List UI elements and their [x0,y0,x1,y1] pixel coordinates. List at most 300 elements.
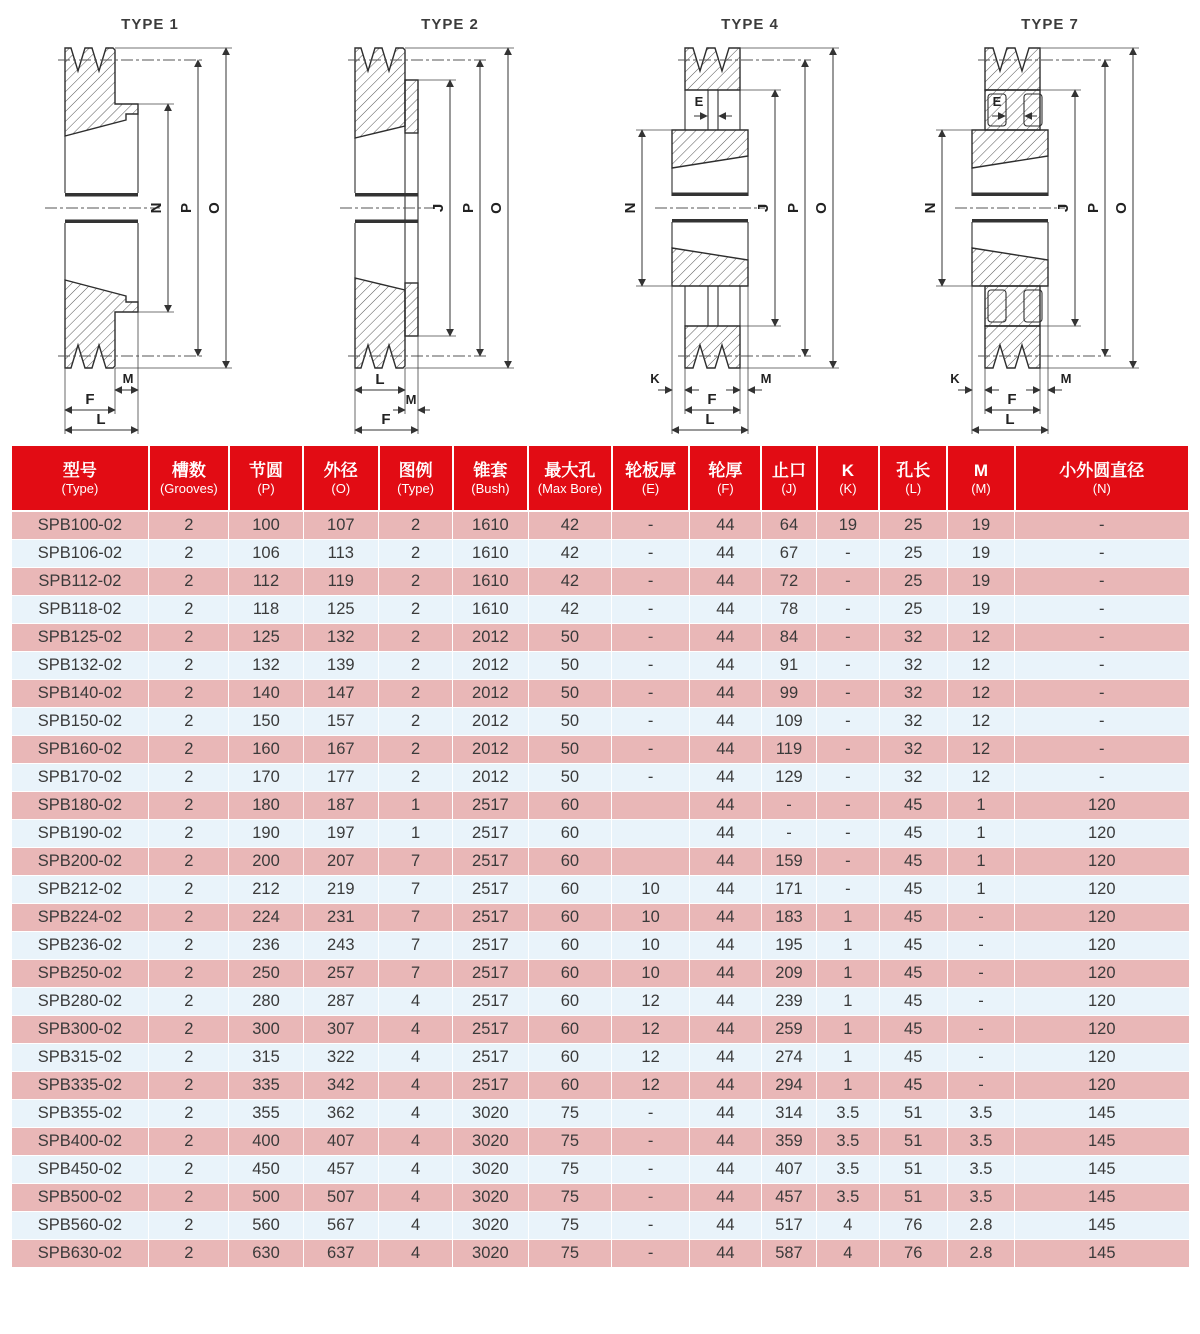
dim-label-o: O [488,202,505,214]
column-header-en: (M) [971,480,991,496]
table-cell: 19 [817,511,879,539]
dim-label-k: K [650,371,660,386]
table-cell: - [612,651,690,679]
table-cell: 12 [947,623,1014,651]
table-cell: 145 [1015,1239,1189,1267]
table-row [11,1099,1189,1127]
table-row [11,539,1189,567]
table-cell: 44 [689,1155,761,1183]
table-cell: 195 [761,931,816,959]
table-cell: 224 [229,903,303,931]
table-cell: 78 [761,595,816,623]
table-cell: 44 [689,1183,761,1211]
table-cell: SPB132-02 [11,651,149,679]
drawing-title-type1: TYPE 1 [121,16,179,33]
table-cell: - [1015,623,1189,651]
table-cell: 45 [879,1015,947,1043]
table-cell: 44 [689,763,761,791]
table-row [11,1043,1189,1071]
type-2-drawing [300,4,600,444]
table-cell: 2517 [453,959,528,987]
table-cell: 44 [689,539,761,567]
table-cell: 119 [761,735,816,763]
table-cell: - [612,1183,690,1211]
table-cell: - [947,1015,1014,1043]
table-cell: 120 [1015,847,1189,875]
table-cell: 2 [149,595,229,623]
column-header-0 [11,445,149,511]
dim-label-o: O [813,202,830,214]
table-cell: 44 [689,1127,761,1155]
table-cell: 587 [761,1239,816,1267]
table-cell: 45 [879,931,947,959]
table-cell [612,791,690,819]
column-header-en: (O) [331,480,351,496]
table-cell: 2517 [453,1043,528,1071]
table-cell: - [1015,511,1189,539]
column-header-2 [229,445,303,511]
table-cell: 44 [689,735,761,763]
column-header-en: (Max Bore) [537,480,603,496]
table-cell: 1 [817,931,879,959]
table-cell: 1 [379,819,453,847]
table-cell: 3.5 [947,1183,1014,1211]
table-cell: 2 [149,1239,229,1267]
dim-label-j: J [1055,203,1072,213]
table-cell: SPB212-02 [11,875,149,903]
column-header-11 [879,445,947,511]
column-header-8 [689,445,761,511]
table-cell: 3020 [453,1099,528,1127]
column-header-zh: 最大孔 [544,460,596,480]
table-cell: - [1015,567,1189,595]
table-cell: 243 [303,931,378,959]
table-cell: 322 [303,1043,378,1071]
table-cell: 2012 [453,623,528,651]
table-cell: 44 [689,903,761,931]
dim-label-l: L [375,371,385,388]
table-cell: 12 [947,679,1014,707]
table-cell: 2517 [453,1071,528,1099]
table-cell: 4 [379,1043,453,1071]
dim-label-f: F [707,391,717,408]
table-cell: 170 [229,763,303,791]
table-cell: 342 [303,1071,378,1099]
table-row [11,707,1189,735]
table-cell: - [1015,595,1189,623]
table-cell: 2 [379,679,453,707]
table-cell: 4 [379,1239,453,1267]
table-cell: 2517 [453,875,528,903]
table-cell: 145 [1015,1211,1189,1239]
table-cell: 630 [229,1239,303,1267]
column-header-zh: 节圆 [249,460,283,480]
table-cell: 106 [229,539,303,567]
table-cell: 45 [879,875,947,903]
table-cell: 2 [379,651,453,679]
table-cell: 2.8 [947,1211,1014,1239]
dim-label-m: M [1060,371,1072,386]
table-cell: SPB140-02 [11,679,149,707]
table-cell: 145 [1015,1099,1189,1127]
table-cell: - [612,1239,690,1267]
table-cell: 60 [528,959,612,987]
table-cell: 2 [379,763,453,791]
column-header-13 [1015,445,1189,511]
table-cell: - [612,735,690,763]
drawing-title-type7: TYPE 7 [1021,16,1079,33]
table-cell: - [817,651,879,679]
table-cell: 3020 [453,1127,528,1155]
table-cell: 2012 [453,707,528,735]
table-cell: 239 [761,987,816,1015]
column-header-9 [761,445,816,511]
table-cell: 1 [379,791,453,819]
table-cell: 2 [149,1211,229,1239]
table-row [11,903,1189,931]
table-cell: 120 [1015,931,1189,959]
table-cell: 44 [689,1043,761,1071]
table-cell: 2 [149,959,229,987]
pulley-cross-section-type1 [0,38,300,438]
table-cell: 12 [612,987,690,1015]
table-cell: 10 [612,875,690,903]
table-cell: 32 [879,763,947,791]
table-cell: 44 [689,1071,761,1099]
table-row [11,1155,1189,1183]
table-cell: 2012 [453,679,528,707]
table-cell: 560 [229,1211,303,1239]
table-cell: 2 [379,567,453,595]
table-cell: 44 [689,1211,761,1239]
table-cell: 84 [761,623,816,651]
table-row [11,847,1189,875]
table-cell: SPB190-02 [11,819,149,847]
dim-label-p: P [785,202,802,214]
table-cell: 120 [1015,903,1189,931]
table-row [11,567,1189,595]
table-cell: 25 [879,595,947,623]
table-cell: 75 [528,1099,612,1127]
dim-label-l: L [1005,411,1015,428]
table-cell: 50 [528,651,612,679]
table-cell: 60 [528,875,612,903]
table-cell: SPB355-02 [11,1099,149,1127]
table-cell: 45 [879,791,947,819]
table-cell: 2.8 [947,1239,1014,1267]
table-cell: 3020 [453,1183,528,1211]
table-row [11,651,1189,679]
table-cell: 2 [149,679,229,707]
technical-drawings [0,0,1200,444]
table-cell: 2 [149,903,229,931]
table-cell: 2 [149,1099,229,1127]
table-cell: 125 [229,623,303,651]
table-cell: 32 [879,679,947,707]
table-cell: 209 [761,959,816,987]
column-header-zh: K [841,460,854,480]
table-cell: 44 [689,595,761,623]
table-wrap [0,444,1200,1268]
table-cell: 51 [879,1155,947,1183]
pulley-cross-section-type2 [300,38,600,438]
table-cell: 60 [528,1071,612,1099]
table-cell: 99 [761,679,816,707]
table-cell: 67 [761,539,816,567]
table-cell: 2 [379,595,453,623]
table-cell: SPB335-02 [11,1071,149,1099]
table-row [11,931,1189,959]
table-cell: 3.5 [817,1127,879,1155]
table-cell: 4 [379,1099,453,1127]
dim-label-f: F [1007,391,1017,408]
table-cell: 2 [149,1015,229,1043]
table-cell: 51 [879,1127,947,1155]
table-cell: 180 [229,791,303,819]
table-row [11,959,1189,987]
spec-table [10,444,1190,1268]
table-cell: 120 [1015,819,1189,847]
table-cell: 42 [528,595,612,623]
table-cell: 42 [528,567,612,595]
table-cell: 407 [303,1127,378,1155]
column-header-10 [817,445,879,511]
table-cell: - [612,567,690,595]
table-cell: 2 [379,511,453,539]
table-cell: 517 [761,1211,816,1239]
table-cell: 7 [379,959,453,987]
table-cell: 45 [879,987,947,1015]
table-cell: 219 [303,875,378,903]
table-cell: 119 [303,567,378,595]
table-cell: 12 [947,651,1014,679]
table-cell: 567 [303,1211,378,1239]
table-cell: 2517 [453,1015,528,1043]
table-row [11,595,1189,623]
table-cell: 3020 [453,1211,528,1239]
table-cell: 1610 [453,567,528,595]
table-cell: 2 [379,539,453,567]
table-cell: SPB224-02 [11,903,149,931]
table-cell: 7 [379,875,453,903]
column-header-en: (E) [641,480,660,496]
table-cell: 4 [379,1071,453,1099]
table-cell: 2517 [453,931,528,959]
table-cell: 315 [229,1043,303,1071]
table-cell: 10 [612,903,690,931]
table-cell: 72 [761,567,816,595]
table-row [11,511,1189,539]
table-row [11,1015,1189,1043]
table-cell: - [817,847,879,875]
table-cell: 1 [817,959,879,987]
table-cell: 2 [149,791,229,819]
table-row [11,987,1189,1015]
table-cell: - [1015,763,1189,791]
table-cell: 145 [1015,1183,1189,1211]
table-cell [612,819,690,847]
table-cell: 2 [149,1043,229,1071]
table-cell: 1 [817,1015,879,1043]
table-cell: 1 [817,903,879,931]
table-cell: - [612,679,690,707]
table-cell: - [761,819,816,847]
table-cell: 457 [303,1155,378,1183]
table-cell: 2 [149,735,229,763]
table-cell: 3.5 [947,1155,1014,1183]
table-cell: 75 [528,1239,612,1267]
pulley-cross-section-type7 [900,38,1200,438]
table-cell: 3.5 [947,1127,1014,1155]
table-cell: 91 [761,651,816,679]
table-cell: 2 [149,847,229,875]
dim-label-p: P [178,202,195,214]
table-cell: 1 [817,1071,879,1099]
table-cell: 300 [229,1015,303,1043]
dim-label-l: L [705,411,715,428]
table-cell: 500 [229,1183,303,1211]
table-cell: 1610 [453,595,528,623]
table-cell: 113 [303,539,378,567]
table-cell: 257 [303,959,378,987]
table-cell: 44 [689,931,761,959]
dim-label-f: F [85,391,95,408]
table-cell: 150 [229,707,303,735]
table-cell: SPB150-02 [11,707,149,735]
table-cell: 457 [761,1183,816,1211]
table-cell: 44 [689,707,761,735]
table-cell: 132 [303,623,378,651]
table-cell: SPB106-02 [11,539,149,567]
table-cell: 112 [229,567,303,595]
column-header-en: (Type) [397,480,435,496]
table-cell: 359 [761,1127,816,1155]
table-body [11,511,1189,1267]
table-cell: 44 [689,651,761,679]
table-cell: 637 [303,1239,378,1267]
table-row [11,1211,1189,1239]
table-cell: SPB500-02 [11,1183,149,1211]
table-cell: 45 [879,1071,947,1099]
table-cell: 259 [761,1015,816,1043]
table-cell: SPB170-02 [11,763,149,791]
table-cell: - [817,735,879,763]
table-cell: SPB280-02 [11,987,149,1015]
table-cell: 140 [229,679,303,707]
table-cell: - [612,1211,690,1239]
table-cell: 132 [229,651,303,679]
table-cell: 145 [1015,1127,1189,1155]
table-cell: 2 [149,567,229,595]
table-cell: 42 [528,539,612,567]
table-cell: 120 [1015,791,1189,819]
table-cell: 2012 [453,651,528,679]
column-header-en: (K) [839,480,857,496]
table-cell: - [817,679,879,707]
table-cell: 75 [528,1211,612,1239]
table-cell: - [612,539,690,567]
table-cell: - [612,707,690,735]
table-cell: 44 [689,1015,761,1043]
table-cell: 2517 [453,847,528,875]
table-row [11,623,1189,651]
table-cell: 44 [689,567,761,595]
table-cell: 44 [689,679,761,707]
table-cell: SPB560-02 [11,1211,149,1239]
table-cell: 44 [689,875,761,903]
table-cell: 60 [528,987,612,1015]
column-header-zh: M [973,460,989,480]
table-cell: 76 [879,1211,947,1239]
table-cell: - [1015,735,1189,763]
table-cell: - [817,819,879,847]
table-cell: 118 [229,595,303,623]
table-cell: 362 [303,1099,378,1127]
table-cell: 314 [761,1099,816,1127]
table-cell: 177 [303,763,378,791]
column-header-en: (N) [1092,480,1111,496]
column-header-12 [947,445,1014,511]
table-cell: 147 [303,679,378,707]
table-cell: - [947,1043,1014,1071]
dim-label-e: E [992,94,1002,109]
table-row [11,735,1189,763]
table-cell: 280 [229,987,303,1015]
table-cell: - [947,903,1014,931]
table-cell: 2 [149,707,229,735]
table-cell: - [612,623,690,651]
table-cell: - [612,511,690,539]
table-cell: 44 [689,1239,761,1267]
table-cell: 2 [149,1183,229,1211]
column-header-en: (Bush) [471,480,510,496]
table-cell: 60 [528,819,612,847]
table-cell: 50 [528,679,612,707]
table-cell: 60 [528,931,612,959]
table-cell: 12 [947,763,1014,791]
table-cell: 64 [761,511,816,539]
table-cell: 200 [229,847,303,875]
table-cell: 44 [689,987,761,1015]
dim-label-j: J [755,203,772,213]
table-cell: 60 [528,1043,612,1071]
table-cell: 2012 [453,735,528,763]
table-cell: - [817,707,879,735]
table-cell: 2012 [453,763,528,791]
drawing-title-type2: TYPE 2 [421,16,479,33]
table-cell: 120 [1015,959,1189,987]
table-cell: 44 [689,623,761,651]
table-cell: 4 [379,1155,453,1183]
table-cell: 45 [879,903,947,931]
table-cell: 2 [149,763,229,791]
table-cell: 236 [229,931,303,959]
table-cell: - [1015,679,1189,707]
table-cell: 75 [528,1155,612,1183]
table-row [11,679,1189,707]
table-cell: 32 [879,735,947,763]
table-cell: 75 [528,1127,612,1155]
column-header-4 [379,445,453,511]
table-cell: 12 [612,1071,690,1099]
table-cell: 45 [879,819,947,847]
type-1-drawing [0,4,300,444]
table-cell: 4 [379,1211,453,1239]
table-cell: SPB315-02 [11,1043,149,1071]
table-cell: 212 [229,875,303,903]
table-cell: - [947,1071,1014,1099]
table-cell: 32 [879,651,947,679]
